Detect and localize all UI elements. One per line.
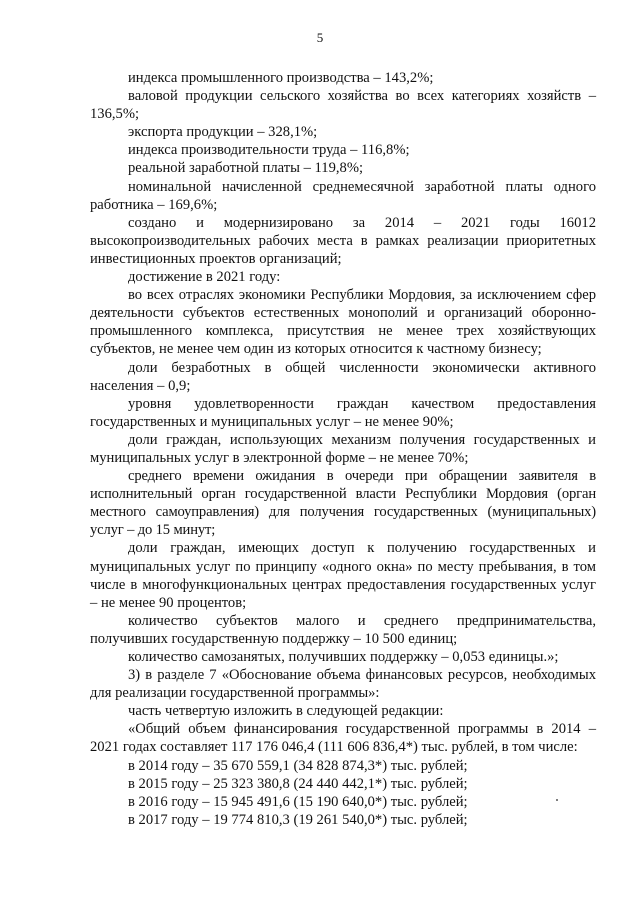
paragraph-waiting-time: среднего времени ожидания в очереди при обращении заявителя в исполнительный орган государственной власти Республики Мордовия (орган местного самоуправления) для получения государственных (муниципальных) услуг – до 15 минут; [90, 468, 596, 539]
paragraph-nominal-wage: номинальной начисленной среднемесячной заработной платы одного работника – 169,6%; [90, 178, 596, 213]
paragraph-section-7: 3) в разделе 7 «Обоснование объема финансовых ресурсов, необходимых для реализации государственной программы»: [90, 667, 596, 702]
paragraph-industrial-index: индекса промышленного производства – 143,2%; [128, 70, 434, 86]
scan-speck [556, 799, 558, 801]
paragraph-electronic-services: доли граждан, использующих механизм получения государственных и муниципальных услуг в электронной форме – не менее 70%; [90, 431, 596, 466]
paragraph-sme-support: количество субъектов малого и среднего предпринимательства, получивших государственную поддержку – 10 500 единиц; [90, 612, 596, 647]
paragraph-part-four: часть четвертую изложить в следующей редакции: [128, 703, 444, 720]
paragraph-self-employed: количество самозанятых, получивших поддержку – 0,053 единицы.»; [128, 649, 559, 665]
paragraph-funding-2016: в 2016 году – 15 945 491,6 (15 190 640,0*) тыс. рублей; [128, 793, 468, 810]
paragraph-unemployment: доли безработных в общей численности экономически активного населения – 0,9; [90, 359, 596, 394]
paragraph-labor-productivity: индекса производительности труда – 116,8%; [128, 142, 410, 159]
paragraph-agriculture: валовой продукции сельского хозяйства во всех категориях хозяйств – 136,5%; [90, 88, 596, 123]
paragraph-funding-2014: в 2014 году – 35 670 559,1 (34 828 874,3*) тыс. рублей; [128, 757, 468, 774]
paragraph-achievement-heading: достижение в 2021 году: [128, 269, 281, 286]
paragraph-satisfaction: уровня удовлетворенности граждан качеством предоставления государственных и муниципальных услуг – не менее 90%; [90, 395, 596, 430]
paragraph-real-wage: реальной заработной платы – 119,8%; [128, 160, 364, 177]
paragraph-jobs-created: создано и модернизировано за 2014 – 2021 годы 16012 высокопроизводительных рабочих места в рамках реализации приоритетных инвестиционных проектов организаций; [90, 214, 596, 267]
paragraph-total-funding: «Общий объем финансирования государственной программы в 2014 – 2021 годах составляет 117 176 046,4 (111 606 836,4*) тыс. рублей, в том числе: [90, 721, 596, 756]
document-body [90, 69, 596, 829]
paragraph-funding-2015: в 2015 году – 25 323 380,8 (24 440 442,1*) тыс. рублей; [128, 775, 468, 792]
paragraph-one-window: доли граждан, имеющих доступ к получению государственных и муниципальных услуг по принципу «одного окна» по месту пребывания, в том числе в многофункциональных центрах предоставления государственных услуг – не менее 90 процентов; [90, 540, 596, 611]
paragraph-export: экспорта продукции – 328,1%; [128, 124, 318, 141]
page-number: 5 [316, 30, 324, 45]
paragraph-competition: во всех отраслях экономики Республики Мордовия, за исключением сфер деятельности субъектов естественных монополий и организаций оборонно-промышленного комплекса, присутствия не менее трех хозяйствующих субъектов, не менее чем один из которых относится к частному бизнесу; [90, 287, 596, 358]
paragraph-funding-2017: в 2017 году – 19 774 810,3 (19 261 540,0*) тыс. рублей; [128, 811, 468, 828]
